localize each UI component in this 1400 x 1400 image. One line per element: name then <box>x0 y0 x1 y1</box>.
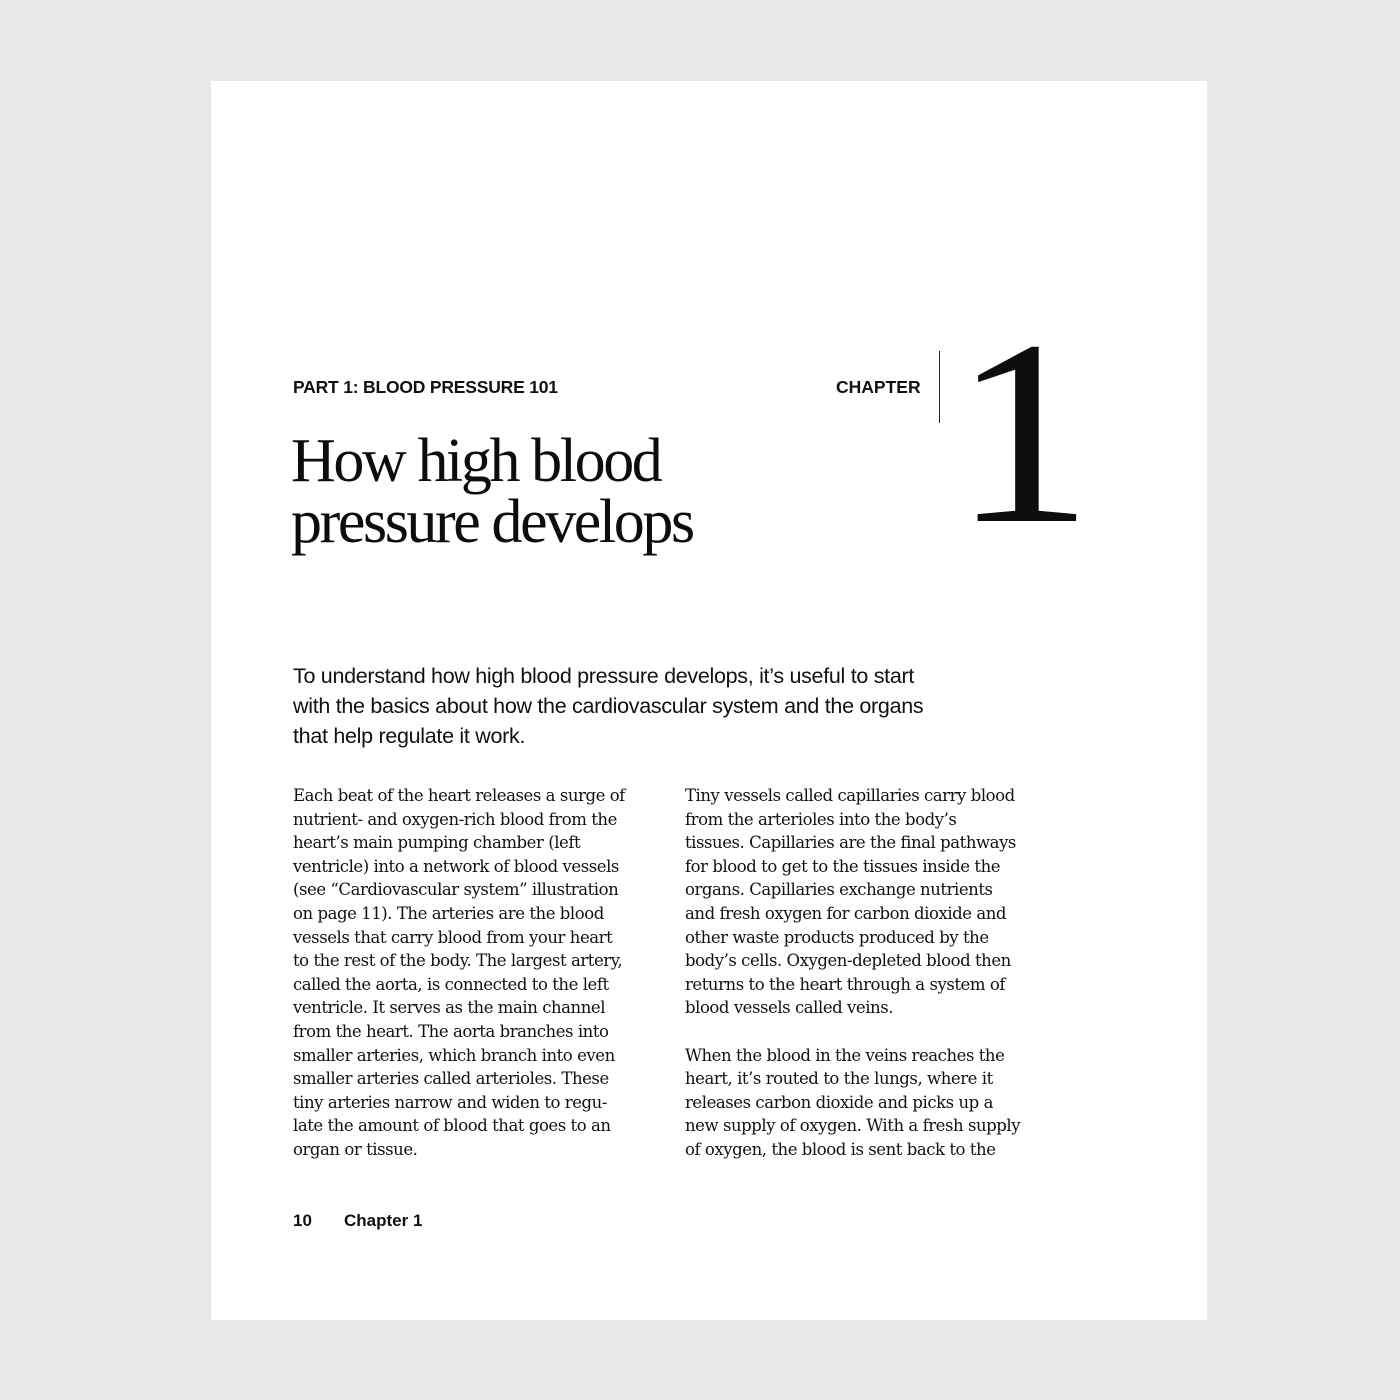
chapter-title-line: How high blood <box>291 427 661 495</box>
body-line: and fresh oxygen for carbon dioxide and <box>685 903 1007 923</box>
body-column-right <box>685 784 1057 1162</box>
body-line: other waste products produced by the <box>685 927 989 947</box>
body-line: new supply of oxygen. With a fresh supply <box>685 1116 1021 1136</box>
body-line: returns to the heart through a system of <box>685 974 1006 994</box>
body-line: When the blood in the veins reaches the <box>685 1045 1005 1065</box>
lead-line: with the basics about how the cardiovascular system and the organs <box>293 694 924 718</box>
body-line: organs. Capillaries exchange nutrients <box>685 880 993 900</box>
chapter-title-line: pressure develops <box>291 488 693 556</box>
body-line: called the aorta, is connected to the left <box>293 974 609 994</box>
body-line: smaller arteries, which branch into even <box>293 1045 615 1065</box>
body-line: heart’s main pumping chamber (left <box>293 833 581 853</box>
body-line: smaller arteries called arterioles. These <box>293 1069 609 1089</box>
body-line: heart, it’s routed to the lungs, where it <box>685 1069 993 1089</box>
body-line: for blood to get to the tissues inside the <box>685 856 1001 876</box>
body-line: tissues. Capillaries are the final pathways <box>685 833 1016 853</box>
body-line: blood vessels called veins. <box>685 998 894 1018</box>
body-paragraph <box>685 784 1057 1020</box>
body-line: ventricle. It serves as the main channel <box>293 998 606 1018</box>
body-line: releases carbon dioxide and picks up a <box>685 1092 993 1112</box>
lead-line: To understand how high blood pressure develops, it’s useful to start <box>293 664 915 688</box>
chapter-number: 1 <box>953 287 1093 579</box>
chapter-label: CHAPTER <box>836 377 921 397</box>
body-paragraph <box>685 1044 1057 1162</box>
body-column-left <box>293 784 665 1162</box>
body-line: vessels that carry blood from your heart <box>293 927 613 947</box>
body-line: tiny arteries narrow and widen to regu- <box>293 1092 607 1112</box>
body-line: to the rest of the body. The largest artery, <box>293 951 623 971</box>
body-line: late the amount of blood that goes to an <box>293 1116 611 1136</box>
body-line: Each beat of the heart releases a surge of <box>293 786 625 805</box>
page-number: 10 <box>293 1211 312 1230</box>
body-line: nutrient- and oxygen-rich blood from the <box>293 809 617 829</box>
chapter-title <box>291 427 811 556</box>
body-line: body’s cells. Oxygen-depleted blood then <box>685 951 1011 971</box>
body-line: Tiny vessels called capillaries carry blood <box>685 786 1015 805</box>
body-line: from the arterioles into the body’s <box>685 809 957 829</box>
body-paragraph <box>293 784 665 1162</box>
body-line: of oxygen, the blood is sent back to the <box>685 1139 996 1159</box>
footer-chapter-label: Chapter 1 <box>344 1211 423 1230</box>
body-line: from the heart. The aorta branches into <box>293 1021 609 1041</box>
lead-line: that help regulate it work. <box>293 724 526 748</box>
lead-paragraph <box>293 661 1053 751</box>
chapter-divider <box>939 351 940 423</box>
body-line: (see “Cardiovascular system” illustration <box>293 880 619 900</box>
body-line: ventricle) into a network of blood vessels <box>293 856 619 876</box>
part-label: PART 1: BLOOD PRESSURE 101 <box>293 377 558 397</box>
body-line: on page 11). The arteries are the blood <box>293 903 604 923</box>
body-line: organ or tissue. <box>293 1139 418 1159</box>
book-page <box>211 81 1207 1320</box>
